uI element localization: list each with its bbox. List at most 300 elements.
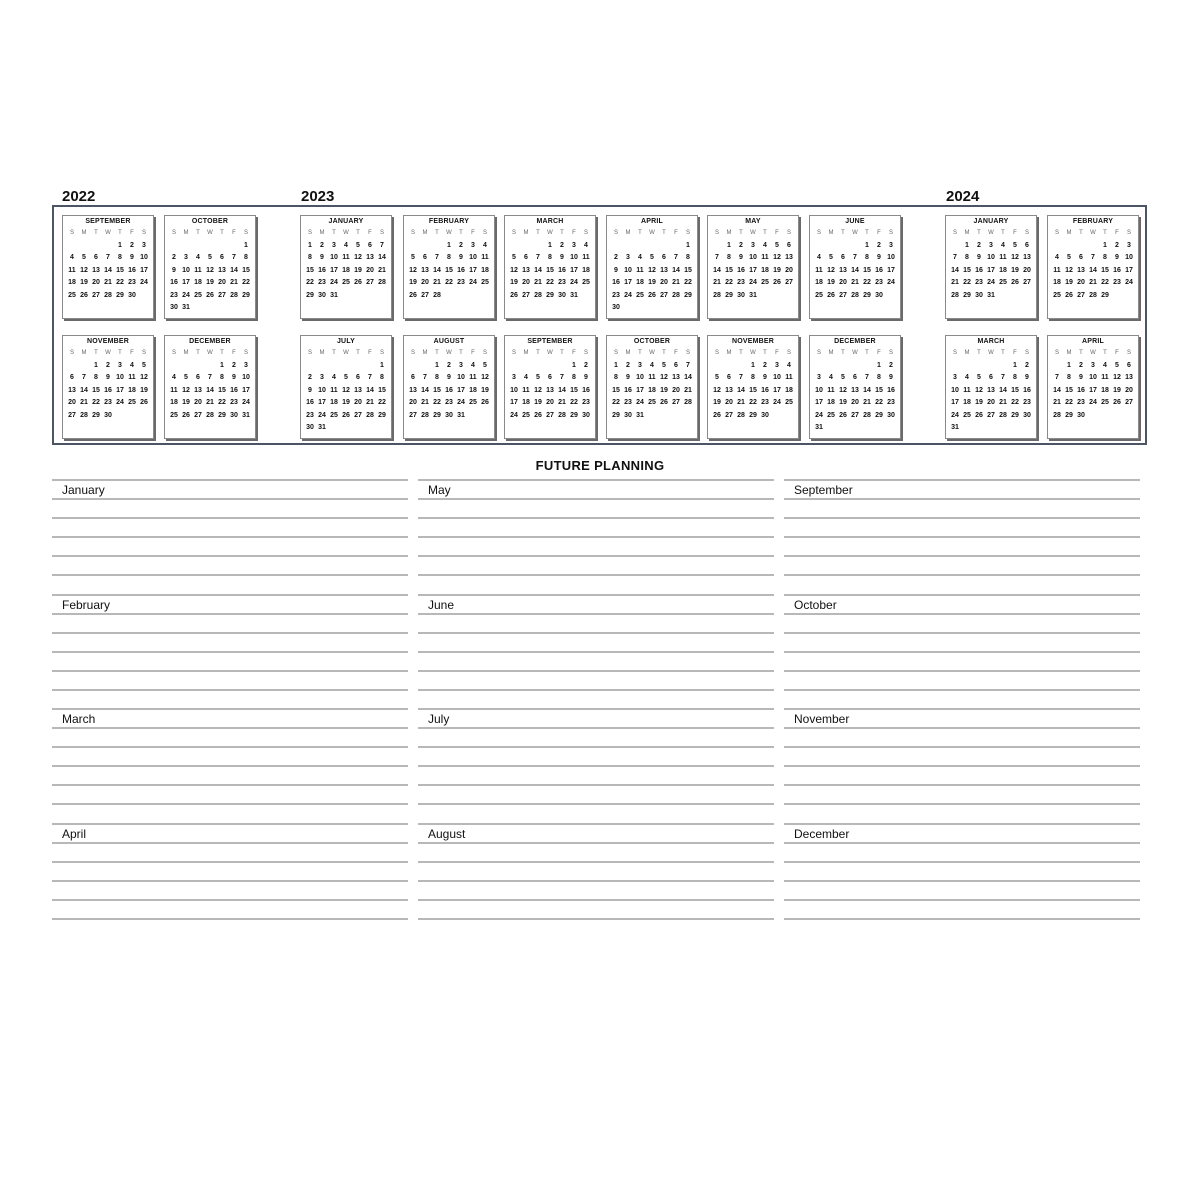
writing-line[interactable] bbox=[52, 899, 408, 901]
day-cell: 10 bbox=[469, 254, 477, 261]
weekday-initial: M bbox=[1066, 230, 1072, 236]
writing-line[interactable] bbox=[418, 784, 774, 786]
day-cell: 14 bbox=[366, 386, 374, 394]
day-cell: 7 bbox=[1001, 374, 1005, 381]
day-cell: 23 bbox=[457, 279, 465, 286]
mini-calendar-november bbox=[62, 335, 154, 439]
weekday-initial: T bbox=[763, 350, 767, 356]
writing-line[interactable] bbox=[52, 823, 408, 825]
day-cell: 4 bbox=[817, 254, 821, 261]
day-cell: 24 bbox=[1125, 279, 1133, 286]
year-label-2022: 2022 bbox=[62, 188, 96, 205]
day-cell: 22 bbox=[218, 399, 226, 406]
day-cell: 19 bbox=[975, 399, 983, 406]
writing-line[interactable] bbox=[52, 727, 408, 729]
planning-month-label: October bbox=[794, 597, 837, 612]
empty-day-cell bbox=[610, 240, 622, 253]
day-cell: 5 bbox=[208, 254, 212, 261]
empty-day-cell bbox=[735, 360, 747, 373]
weekday-initial: M bbox=[319, 350, 325, 356]
day-cell: 13 bbox=[987, 386, 995, 394]
empty-day-cell bbox=[532, 240, 544, 253]
writing-line[interactable] bbox=[418, 517, 774, 519]
day-cell: 5 bbox=[512, 254, 516, 261]
empty-day-cell bbox=[340, 360, 352, 373]
writing-line[interactable] bbox=[418, 746, 774, 748]
writing-line[interactable] bbox=[52, 861, 408, 863]
day-cell: 28 bbox=[713, 291, 721, 299]
writing-line[interactable] bbox=[418, 613, 774, 615]
weekday-initial: T bbox=[1103, 350, 1107, 356]
day-cell: 25 bbox=[827, 411, 835, 419]
day-cell: 9 bbox=[130, 254, 134, 261]
mini-calendar-june bbox=[809, 215, 901, 319]
writing-line[interactable] bbox=[418, 651, 774, 653]
weekday-initial: F bbox=[1013, 350, 1017, 356]
planning-column-sep-dec bbox=[784, 479, 1140, 937]
day-cell: 11 bbox=[342, 254, 350, 261]
day-cell: 11 bbox=[963, 386, 971, 394]
writing-line[interactable] bbox=[418, 574, 774, 576]
writing-line[interactable] bbox=[418, 803, 774, 805]
writing-line[interactable] bbox=[784, 689, 1140, 691]
day-cell: 7 bbox=[953, 254, 957, 261]
day-cell: 18 bbox=[330, 399, 338, 406]
day-cell: 1 bbox=[380, 361, 384, 369]
mini-calendar-grid bbox=[505, 347, 595, 422]
writing-line[interactable] bbox=[784, 746, 1140, 748]
day-cell: 14 bbox=[534, 266, 542, 274]
writing-line[interactable] bbox=[418, 899, 774, 901]
writing-line[interactable] bbox=[418, 861, 774, 863]
writing-line[interactable] bbox=[784, 842, 1140, 844]
empty-day-cell bbox=[949, 360, 961, 373]
weekday-initial: M bbox=[422, 350, 428, 356]
weekday-initial: T bbox=[435, 350, 439, 356]
day-cell: 20 bbox=[660, 279, 668, 286]
day-cell: 26 bbox=[1065, 291, 1073, 299]
day-cell: 21 bbox=[713, 279, 721, 286]
day-cell: 10 bbox=[182, 266, 190, 274]
writing-line[interactable] bbox=[784, 517, 1140, 519]
day-cell: 22 bbox=[875, 399, 883, 406]
day-cell: 8 bbox=[244, 254, 248, 261]
weekday-initial: M bbox=[726, 230, 732, 236]
weekday-initial: W bbox=[207, 350, 213, 356]
weekday-initial: W bbox=[1090, 350, 1096, 356]
day-cell: 1 bbox=[751, 361, 755, 369]
mini-calendar-title: FEBRUARY bbox=[428, 218, 470, 225]
day-cell: 9 bbox=[106, 374, 110, 381]
day-cell: 4 bbox=[787, 361, 791, 369]
mini-calendar-title: APRIL bbox=[1082, 338, 1104, 345]
empty-day-cell bbox=[711, 360, 723, 373]
mini-calendar-grid bbox=[63, 347, 153, 422]
writing-line[interactable] bbox=[784, 613, 1140, 615]
day-cell: 12 bbox=[342, 386, 350, 394]
day-cell: 11 bbox=[68, 266, 76, 274]
day-cell: 2 bbox=[447, 361, 451, 369]
day-cell: 2 bbox=[308, 374, 312, 381]
writing-line[interactable] bbox=[52, 536, 408, 538]
day-cell: 28 bbox=[558, 411, 566, 419]
writing-line[interactable] bbox=[52, 746, 408, 748]
mini-calendar-grid bbox=[810, 347, 900, 435]
weekday-initial: M bbox=[422, 230, 428, 236]
day-cell: 27 bbox=[68, 411, 76, 419]
day-cell: 19 bbox=[342, 399, 350, 406]
weekday-initial: S bbox=[1126, 350, 1131, 356]
writing-line[interactable] bbox=[784, 765, 1140, 767]
mini-calendar-title: MARCH bbox=[536, 218, 564, 225]
writing-line[interactable] bbox=[784, 498, 1140, 500]
writing-line[interactable] bbox=[784, 823, 1140, 825]
day-cell: 24 bbox=[1089, 399, 1097, 406]
writing-line[interactable] bbox=[418, 918, 774, 920]
day-cell: 1 bbox=[614, 361, 618, 369]
weekday-initial: S bbox=[685, 230, 690, 236]
writing-line[interactable] bbox=[784, 479, 1140, 481]
day-cell: 8 bbox=[727, 254, 731, 261]
day-cell: 2 bbox=[560, 241, 564, 249]
day-cell: 31 bbox=[951, 424, 959, 431]
day-cell: 29 bbox=[1101, 291, 1109, 299]
mini-calendar-grid bbox=[301, 347, 391, 435]
day-cell: 24 bbox=[987, 279, 995, 286]
writing-line[interactable] bbox=[418, 842, 774, 844]
day-cell: 24 bbox=[469, 279, 477, 286]
writing-line[interactable] bbox=[52, 689, 408, 691]
empty-day-cell bbox=[419, 240, 431, 253]
day-cell: 8 bbox=[380, 374, 384, 381]
day-cell: 15 bbox=[612, 386, 620, 394]
day-cell: 30 bbox=[624, 411, 632, 419]
weekday-initial: T bbox=[977, 350, 981, 356]
mini-calendar-february bbox=[403, 215, 495, 319]
day-cell: 1 bbox=[865, 241, 869, 249]
day-cell: 20 bbox=[839, 279, 847, 286]
day-cell: 6 bbox=[368, 241, 372, 249]
day-cell: 28 bbox=[684, 399, 692, 406]
day-cell: 9 bbox=[1025, 374, 1029, 381]
day-cell: 17 bbox=[570, 266, 578, 274]
empty-day-cell bbox=[407, 240, 419, 253]
empty-day-cell bbox=[407, 360, 419, 373]
day-cell: 27 bbox=[672, 399, 680, 406]
day-cell: 21 bbox=[1089, 279, 1097, 286]
day-cell: 2 bbox=[459, 241, 463, 249]
day-cell: 26 bbox=[342, 411, 350, 419]
day-cell: 3 bbox=[471, 241, 475, 249]
day-cell: 30 bbox=[975, 291, 983, 299]
day-cell: 3 bbox=[889, 241, 893, 249]
empty-day-cell bbox=[861, 360, 873, 373]
writing-line[interactable] bbox=[418, 670, 774, 672]
day-cell: 20 bbox=[987, 399, 995, 406]
weekday-initial: W bbox=[750, 230, 756, 236]
year-label-2023: 2023 bbox=[301, 188, 335, 205]
day-cell: 28 bbox=[366, 411, 374, 419]
writing-line[interactable] bbox=[418, 765, 774, 767]
writing-line[interactable] bbox=[784, 536, 1140, 538]
day-cell: 16 bbox=[445, 386, 453, 394]
day-cell: 12 bbox=[409, 266, 417, 274]
weekday-initial: S bbox=[69, 230, 74, 236]
planning-block-june bbox=[418, 594, 774, 709]
day-cell: 6 bbox=[1079, 254, 1083, 261]
writing-line[interactable] bbox=[52, 784, 408, 786]
day-cell: 13 bbox=[546, 386, 554, 394]
writing-line[interactable] bbox=[784, 594, 1140, 596]
day-cell: 21 bbox=[863, 399, 871, 406]
day-cell: 12 bbox=[206, 266, 214, 274]
weekday-initial: S bbox=[307, 230, 312, 236]
day-cell: 4 bbox=[524, 374, 528, 381]
weekday-initial: W bbox=[105, 230, 111, 236]
day-cell: 22 bbox=[1011, 399, 1019, 406]
mini-calendar-title: JULY bbox=[336, 338, 356, 345]
writing-line[interactable] bbox=[784, 727, 1140, 729]
mini-calendar-title: OCTOBER bbox=[633, 338, 671, 345]
day-cell: 23 bbox=[1023, 399, 1031, 406]
day-cell: 12 bbox=[1065, 266, 1073, 274]
writing-line[interactable] bbox=[784, 574, 1140, 576]
weekday-initial: T bbox=[1001, 350, 1005, 356]
weekday-initial: T bbox=[196, 350, 200, 356]
writing-line[interactable] bbox=[52, 765, 408, 767]
day-cell: 31 bbox=[330, 291, 338, 299]
weekday-initial: T bbox=[739, 350, 743, 356]
day-cell: 27 bbox=[522, 291, 530, 299]
weekday-initial: S bbox=[583, 350, 588, 356]
empty-day-cell bbox=[813, 360, 825, 373]
day-cell: 23 bbox=[887, 399, 895, 406]
writing-line[interactable] bbox=[784, 784, 1140, 786]
writing-line[interactable] bbox=[418, 708, 774, 710]
day-cell: 19 bbox=[206, 279, 214, 286]
day-cell: 5 bbox=[82, 254, 86, 261]
writing-line[interactable] bbox=[52, 632, 408, 634]
empty-day-cell bbox=[78, 240, 90, 253]
writing-line[interactable] bbox=[418, 689, 774, 691]
day-cell: 28 bbox=[999, 411, 1007, 419]
writing-line[interactable] bbox=[418, 536, 774, 538]
day-cell: 2 bbox=[763, 361, 767, 369]
empty-day-cell bbox=[192, 240, 204, 253]
day-cell: 28 bbox=[1089, 291, 1097, 299]
mini-calendar-title: JANUARY bbox=[973, 218, 1009, 225]
day-cell: 7 bbox=[368, 374, 372, 381]
empty-day-cell bbox=[1051, 360, 1063, 373]
writing-line[interactable] bbox=[52, 670, 408, 672]
planning-block-august bbox=[418, 823, 774, 938]
day-cell: 23 bbox=[445, 399, 453, 406]
writing-line[interactable] bbox=[418, 823, 774, 825]
day-cell: 19 bbox=[354, 266, 362, 274]
day-cell: 27 bbox=[839, 291, 847, 299]
day-cell: 21 bbox=[104, 279, 112, 286]
writing-line[interactable] bbox=[418, 555, 774, 557]
day-cell: 21 bbox=[737, 399, 745, 406]
writing-line[interactable] bbox=[52, 479, 408, 481]
mini-calendar-april bbox=[606, 215, 698, 319]
writing-line[interactable] bbox=[784, 803, 1140, 805]
day-cell: 24 bbox=[510, 411, 518, 419]
weekday-initial: S bbox=[1024, 230, 1029, 236]
writing-line[interactable] bbox=[52, 918, 408, 920]
day-cell: 22 bbox=[546, 279, 554, 286]
writing-line[interactable] bbox=[52, 842, 408, 844]
writing-line[interactable] bbox=[52, 498, 408, 500]
weekday-initial: S bbox=[307, 350, 312, 356]
writing-line[interactable] bbox=[52, 651, 408, 653]
day-cell: 20 bbox=[366, 266, 374, 274]
writing-line[interactable] bbox=[784, 651, 1140, 653]
writing-line[interactable] bbox=[52, 517, 408, 519]
day-cell: 10 bbox=[815, 386, 823, 394]
day-cell: 2 bbox=[584, 361, 588, 369]
mini-calendar-october bbox=[164, 215, 256, 319]
empty-day-cell bbox=[961, 360, 973, 373]
mini-calendar-grid bbox=[946, 347, 1036, 435]
writing-line[interactable] bbox=[52, 613, 408, 615]
day-cell: 19 bbox=[839, 399, 847, 406]
weekday-initial: S bbox=[410, 350, 415, 356]
writing-line[interactable] bbox=[418, 880, 774, 882]
writing-line[interactable] bbox=[52, 594, 408, 596]
weekday-initial: T bbox=[560, 230, 564, 236]
writing-line[interactable] bbox=[52, 555, 408, 557]
writing-line[interactable] bbox=[784, 899, 1140, 901]
writing-line[interactable] bbox=[784, 632, 1140, 634]
day-cell: 27 bbox=[92, 291, 100, 299]
weekday-initial: S bbox=[171, 230, 176, 236]
mini-calendar-grid bbox=[810, 227, 900, 302]
weekday-initial: T bbox=[536, 350, 540, 356]
empty-day-cell bbox=[711, 240, 723, 253]
day-cell: 3 bbox=[459, 361, 463, 369]
day-cell: 23 bbox=[624, 399, 632, 406]
mini-calendar-title: MAY bbox=[745, 218, 761, 225]
day-cell: 14 bbox=[951, 266, 959, 274]
day-cell: 11 bbox=[582, 254, 590, 261]
day-cell: 26 bbox=[409, 291, 417, 299]
writing-line[interactable] bbox=[418, 479, 774, 481]
mini-calendar-march bbox=[504, 215, 596, 319]
planning-column-may-aug bbox=[418, 479, 774, 937]
mini-calendar-grid bbox=[946, 227, 1036, 302]
day-cell: 24 bbox=[636, 399, 644, 406]
day-cell: 28 bbox=[378, 279, 386, 286]
planning-month-label: April bbox=[62, 826, 87, 841]
day-cell: 17 bbox=[749, 266, 757, 274]
writing-line[interactable] bbox=[784, 555, 1140, 557]
day-cell: 12 bbox=[140, 374, 148, 381]
day-cell: 23 bbox=[1077, 399, 1085, 406]
writing-line[interactable] bbox=[418, 727, 774, 729]
day-cell: 29 bbox=[749, 411, 757, 419]
day-cell: 21 bbox=[421, 399, 429, 406]
writing-line[interactable] bbox=[52, 803, 408, 805]
day-cell: 28 bbox=[1053, 411, 1061, 419]
writing-line[interactable] bbox=[52, 880, 408, 882]
empty-day-cell bbox=[622, 240, 634, 253]
writing-line[interactable] bbox=[784, 861, 1140, 863]
day-cell: 13 bbox=[68, 386, 76, 394]
mini-calendar-september bbox=[504, 335, 596, 439]
weekday-initial: W bbox=[649, 350, 655, 356]
day-cell: 13 bbox=[409, 386, 417, 394]
writing-line[interactable] bbox=[784, 918, 1140, 920]
day-cell: 4 bbox=[650, 361, 654, 369]
day-cell: 27 bbox=[354, 411, 362, 419]
day-cell: 19 bbox=[182, 399, 190, 406]
weekday-initial: T bbox=[865, 350, 869, 356]
mini-calendar-title: APRIL bbox=[641, 218, 663, 225]
day-cell: 16 bbox=[624, 386, 632, 394]
day-cell: 28 bbox=[206, 411, 214, 419]
day-cell: 27 bbox=[1077, 291, 1085, 299]
mini-calendar-title: DECEMBER bbox=[834, 338, 876, 345]
day-cell: 27 bbox=[218, 291, 226, 299]
day-cell: 6 bbox=[196, 374, 200, 381]
empty-day-cell bbox=[997, 360, 1009, 373]
mini-calendar-october bbox=[606, 335, 698, 439]
day-cell: 30 bbox=[737, 291, 745, 299]
day-cell: 8 bbox=[877, 374, 881, 381]
day-cell: 11 bbox=[785, 374, 793, 381]
day-cell: 3 bbox=[332, 241, 336, 249]
writing-line[interactable] bbox=[418, 594, 774, 596]
day-cell: 4 bbox=[1055, 254, 1059, 261]
day-cell: 17 bbox=[951, 399, 959, 406]
day-cell: 30 bbox=[558, 291, 566, 299]
planning-block-april bbox=[52, 823, 408, 938]
day-cell: 5 bbox=[715, 374, 719, 381]
day-cell: 14 bbox=[80, 386, 88, 394]
weekday-initial: S bbox=[511, 230, 516, 236]
day-cell: 6 bbox=[674, 361, 678, 369]
day-cell: 29 bbox=[92, 411, 100, 419]
day-cell: 31 bbox=[242, 411, 250, 419]
weekday-initial: M bbox=[828, 230, 834, 236]
day-cell: 11 bbox=[170, 386, 178, 394]
day-cell: 19 bbox=[409, 279, 417, 286]
empty-day-cell bbox=[532, 360, 544, 373]
weekday-initial: T bbox=[536, 230, 540, 236]
writing-line[interactable] bbox=[418, 498, 774, 500]
day-cell: 21 bbox=[999, 399, 1007, 406]
writing-line[interactable] bbox=[784, 708, 1140, 710]
mini-calendar-strip bbox=[52, 205, 1147, 445]
writing-line[interactable] bbox=[784, 670, 1140, 672]
day-cell: 12 bbox=[648, 266, 656, 274]
writing-line[interactable] bbox=[52, 708, 408, 710]
weekday-initial: T bbox=[739, 230, 743, 236]
writing-line[interactable] bbox=[784, 880, 1140, 882]
day-cell: 24 bbox=[140, 279, 148, 286]
mini-calendar-december bbox=[164, 335, 256, 439]
writing-line[interactable] bbox=[52, 574, 408, 576]
weekday-initial: W bbox=[105, 350, 111, 356]
writing-line[interactable] bbox=[418, 632, 774, 634]
day-cell: 28 bbox=[851, 291, 859, 299]
day-cell: 27 bbox=[546, 411, 554, 419]
day-cell: 27 bbox=[785, 279, 793, 286]
day-cell: 30 bbox=[318, 291, 326, 299]
day-cell: 10 bbox=[457, 374, 465, 381]
day-cell: 17 bbox=[1089, 386, 1097, 394]
